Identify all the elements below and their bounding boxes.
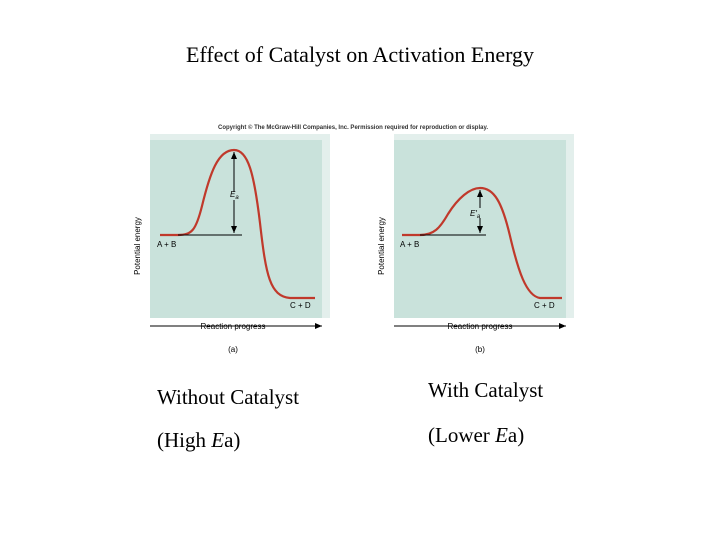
- panel-a-products: C + D: [290, 301, 311, 310]
- caption-low-suffix: a): [507, 423, 525, 447]
- panel-b-products: C + D: [534, 301, 555, 310]
- caption-lower-ea: [428, 423, 524, 448]
- panel-a-background: [150, 140, 322, 318]
- caption-low-prefix: (Lower: [428, 423, 496, 447]
- panel-a-ea-label: $E_a$: [230, 190, 239, 201]
- panel-b-xlabel: Reaction progress: [447, 322, 513, 331]
- caption-high-prefix: (High: [157, 428, 212, 452]
- slide-title: Effect of Catalyst on Activation Energy: [185, 42, 535, 67]
- energy-diagram-figure: [130, 118, 580, 363]
- panel-b: [377, 134, 574, 354]
- panel-a: [133, 134, 330, 354]
- panel-a-xlabel: Reaction progress: [200, 322, 266, 331]
- caption-without-catalyst: Without Catalyst: [157, 385, 300, 409]
- panel-a-reactants: A + B: [157, 240, 177, 249]
- panel-a-label: (a): [228, 345, 238, 354]
- caption-high-ea: [157, 428, 240, 453]
- panel-b-ylabel: Potential energy: [377, 217, 386, 275]
- caption-high-suffix: a): [224, 428, 241, 452]
- panel-b-reactants: A + B: [400, 240, 420, 249]
- panel-b-ea-label: $E'_a$: [470, 209, 481, 220]
- panel-b-label: (b): [475, 345, 485, 354]
- panel-a-ylabel: Potential energy: [133, 217, 142, 275]
- caption-low-em: E: [495, 423, 508, 447]
- caption-with-catalyst: With Catalyst: [428, 378, 544, 402]
- copyright-notice: Copyright © The McGraw-Hill Companies, Inc. Permission required for reproduction or display.: [218, 125, 489, 131]
- caption-high-em: E: [211, 428, 225, 452]
